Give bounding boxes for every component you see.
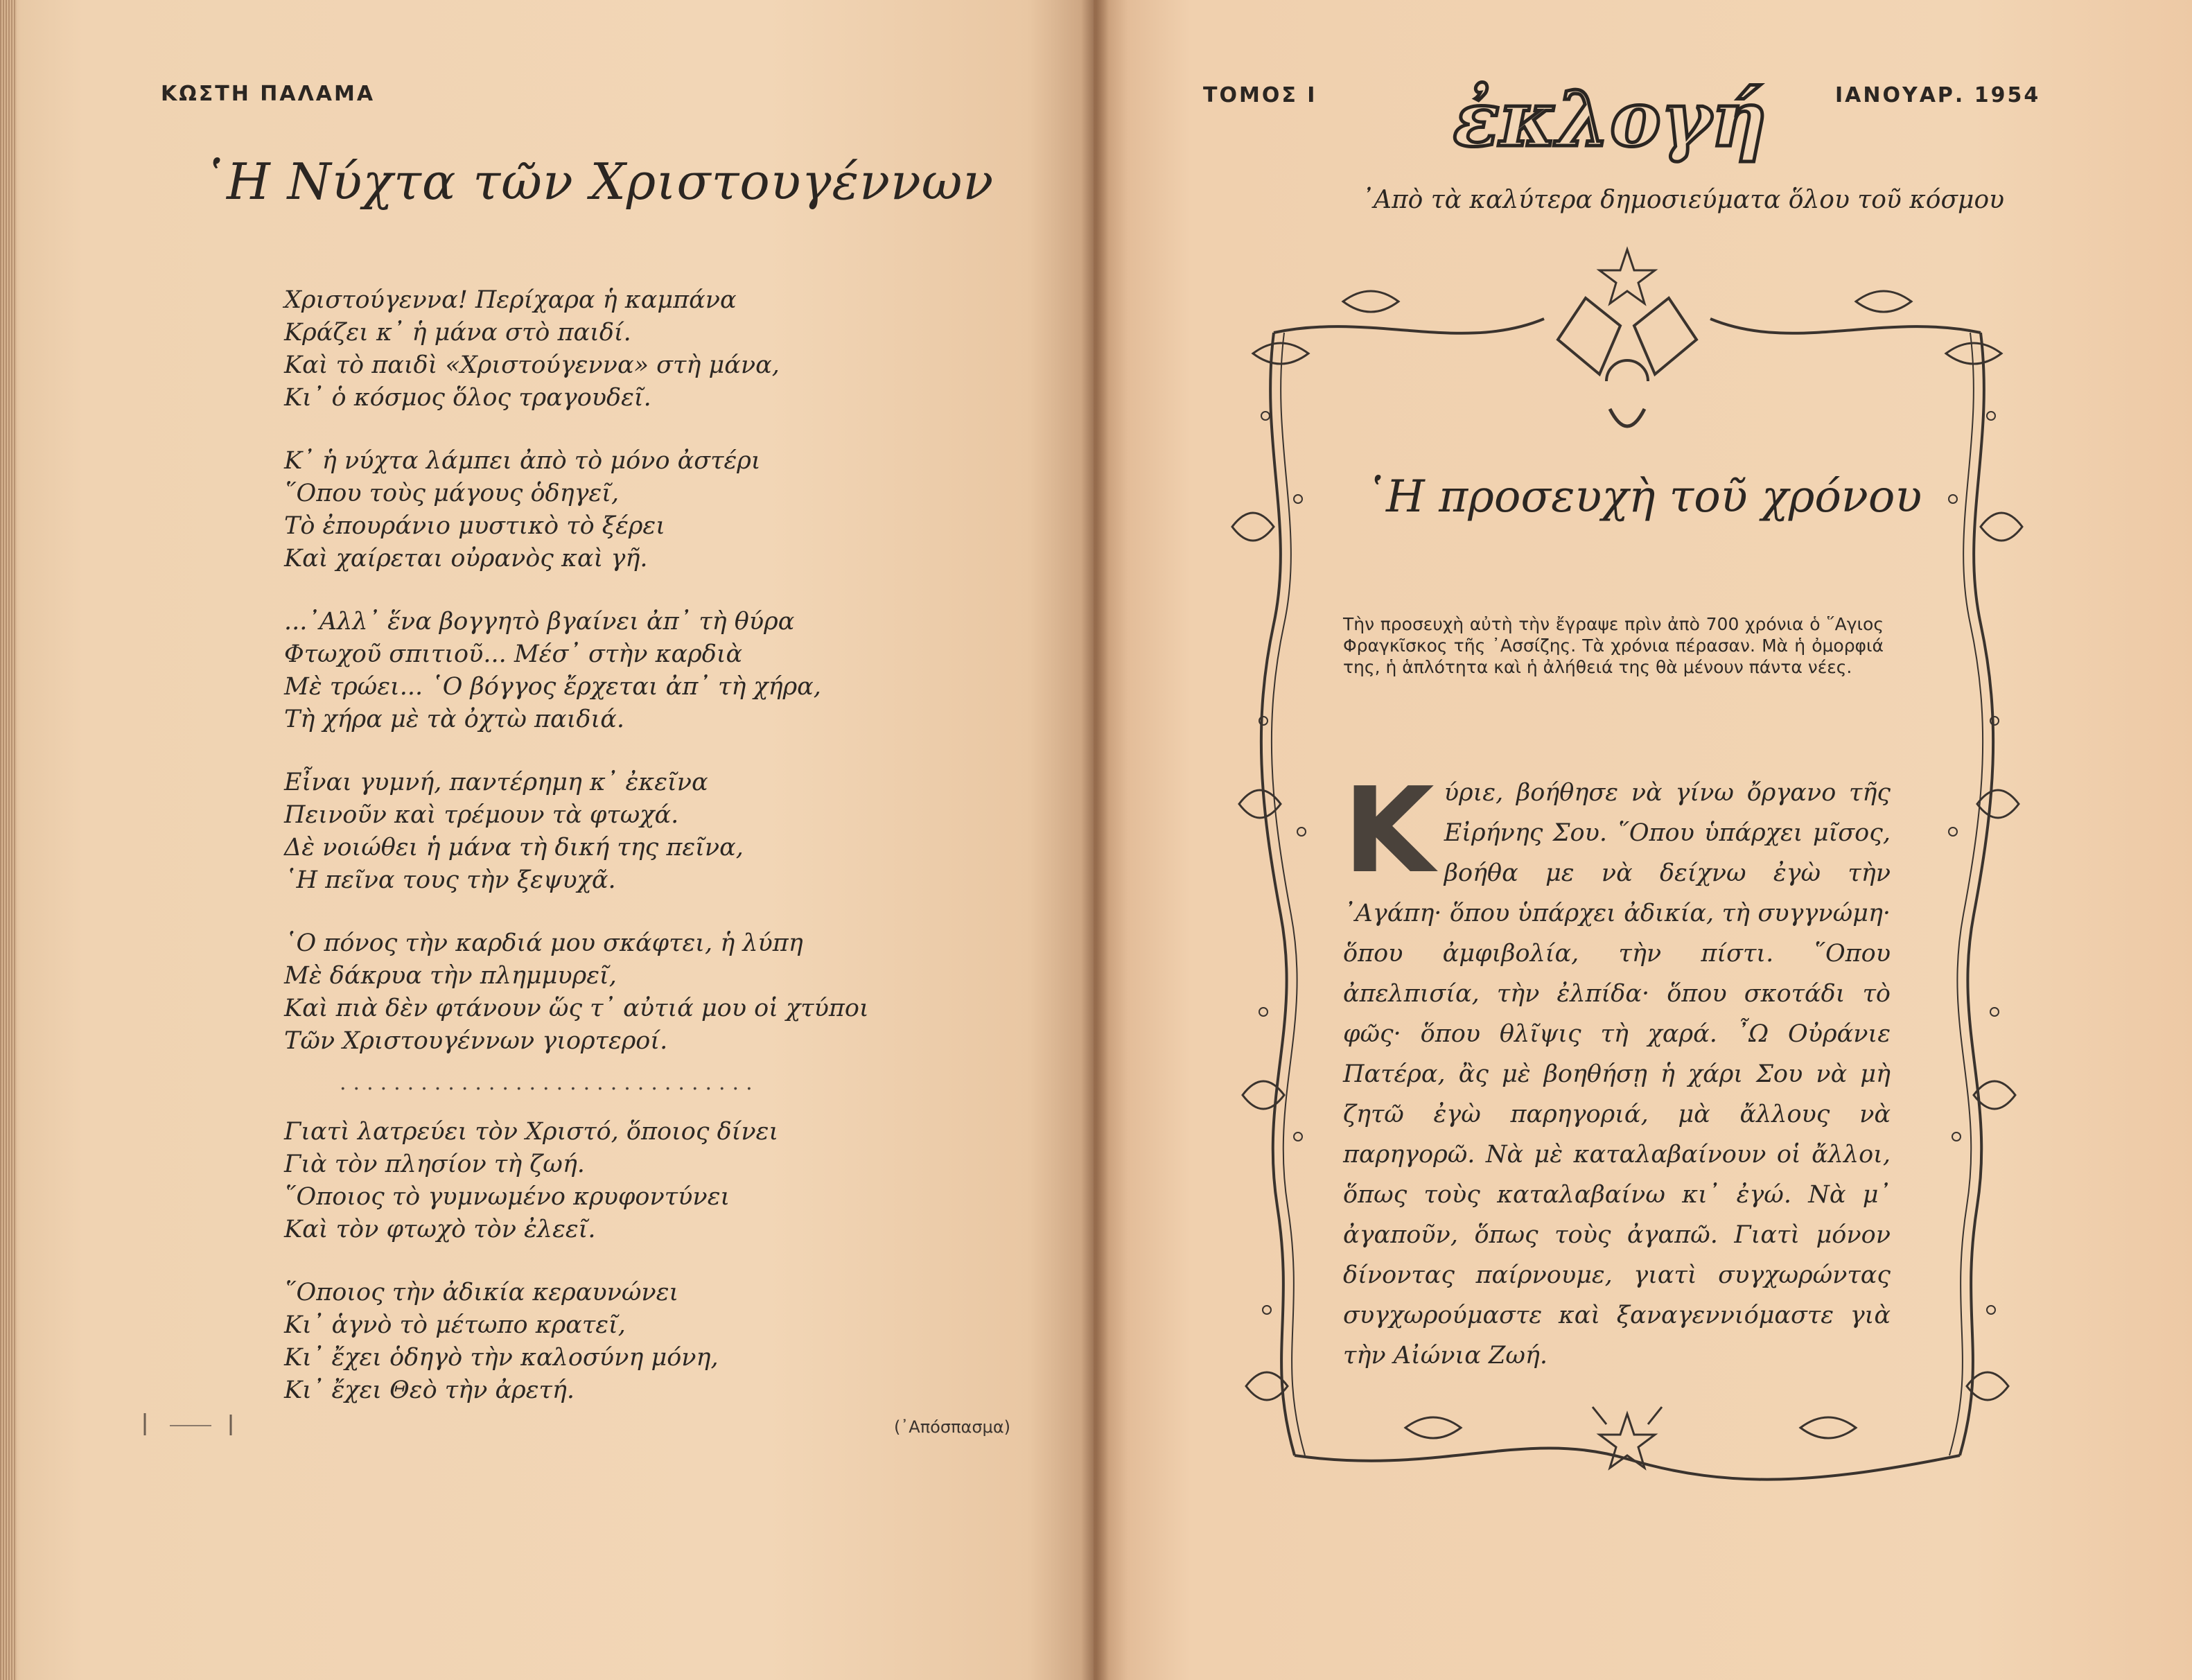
issue-date: ΙΑΝΟΥΑΡ. 1954 [1835,83,2041,107]
poem-line: ῞Οπου τοὺς μάγους ὁδηγεῖ, [284,480,620,507]
poem-line: Πεινοῦν καὶ τρέμουν τὰ φτωχά. [284,801,679,829]
poem-line: Κι᾽ ὁ κόσμος ὅλος τραγουδεῖ. [284,384,651,412]
stanza-separator: ............................... [340,1071,760,1095]
volume-label: ΤΟΜΟΣ Ι [1203,83,1317,107]
poem-line: ῞Οποιος τὸ γυμνωμένο κρυφοντύνει [284,1183,730,1211]
drop-cap: Κ [1343,762,1435,900]
bells-ornament [1558,298,1696,381]
poem-line: ῾Η πεῖνα τους τὴν ξεψυχᾶ. [284,866,616,894]
book-spine [1081,0,1109,1680]
stanza [284,1116,778,1246]
article-intro: Τὴν προσευχὴ αὐτὴ τὴν ἔγραψε πρὶν ἀπὸ 700 χρόνια ὁ ῞Αγιος Φραγκῖσκος τῆς ᾽Ασσίζης. Τὰ χρόνια πέρασαν. Μὰ ἡ ὀμορφιά της, ἡ ἁπλότητα καὶ ἡ ἀλήθειά της θὰ μένουν πάντα νέες. [1343,614,1884,677]
poem-line: ῞Οποιος τὴν ἀδικία κεραυνώνει [284,1279,679,1306]
stanza [284,1277,778,1407]
poem-line: Καὶ πιὰ δὲν φτάνουν ὥς τ᾽ αὐτιά μου οἱ χτύποι [284,995,869,1022]
poem-line: Καὶ τὸ παιδὶ «Χριστούγεννα» στὴ μάνα, [284,351,780,379]
poem-line: Δὲ νοιώθει ἡ μάνα τὴ δική της πεῖνα, [284,834,744,861]
poem-line: Κράζει κ᾽ ἡ μάνα στὸ παιδί. [284,319,631,347]
stanza [284,606,869,736]
poem-line: ...᾽Αλλ᾽ ἕνα βογγητὸ βγαίνει ἀπ᾽ τὴ θύρα [284,608,795,636]
page-edge [0,0,17,1680]
poem-line: Τὴ χήρα μὲ τὰ ὀχτὼ παιδιά. [284,706,624,733]
right-page [1094,0,2192,1680]
poem-part-2 [284,1116,778,1437]
poem-line: ῾Ο πόνος τὴν καρδιά μου σκάφτει, ἡ λύπη [284,929,803,957]
margin-marks [142,1410,239,1438]
poem-line: Κι᾽ ἁγνὸ τὸ μέτωπο κρατεῖ, [284,1311,626,1339]
poem-line: Φτωχοῦ σπιτιοῦ... Μέσ᾽ στὴν καρδιὰ [284,640,743,668]
prayer-body: ύριε, βοήθησε νὰ γίνω ὄργανο τῆς Εἰρήνης Σου. ῞Οπου ὑπάρχει μῖσος, βοήθα με νὰ δείχνω ἐγὼ τὴν ᾽Αγάπη· ὅπου ὑπάρχει ἀδικία, τὴ συγγνώμη· ὅπου ἀμφιβολία, τὴν πίστι. ῞Οπου ἀπελπισία, τὴν ἐλπίδα· ὅπου σκοτάδι τὸ φῶς· ὅπου θλῖψις τὴ χαρά. ῏Ω Οὐράνιε Πατέρα, ἂς μὲ βοηθήσῃ ἡ χάρι Σου νὰ μὴ ζητῶ ἐγὼ παρηγοριά, μὰ ἄλλους νὰ παρηγορῶ. Νὰ μὲ καταλαβαίνουν οἱ ἄλλοι, ὅπως τοὺς καταλαβαίνω κι᾽ ἐγώ. Νὰ μ᾽ ἀγαποῦν, ὅπως τοὺς ἀγαπῶ. Γιατὶ μόνον δίνοντας παίρνουμε, γιατὶ συγχωρώντας συγχωρούμαστε καὶ ξαναγεννιόμαστε γιὰ τὴν Αἰώνια Ζωή. [1343,779,1891,1370]
prayer-text [1343,762,1891,1376]
poem-part-1 [284,284,869,1088]
poem-line: Γιὰ τὸν πλησίον τὴ ζωή. [284,1150,585,1178]
poem-line: Καὶ τὸν φτωχὸ τὸν ἐλεεῖ. [284,1216,596,1243]
left-page [0,0,1094,1680]
horseshoe-ornament [1610,409,1645,426]
poem-line: Μὲ τρώει... ῾Ο βόγγος ἔρχεται ἀπ᾽ τὴ χήρα, [284,673,821,701]
magazine-name: ἐκλογή [1453,74,1767,164]
excerpt-note: (᾽Απόσπασμα) [893,1417,1010,1437]
poem-line: Τὸ ἐπουράνιο μυστικὸ τὸ ξέρει [284,512,665,540]
poem-line: Κ᾽ ἡ νύχτα λάμπει ἀπὸ τὸ μόνο ἀστέρι [284,447,761,475]
article-title: ῾Η προσευχὴ τοῦ χρόνου [1364,471,1922,523]
left-running-head: ΚΩΣΤΗ ΠΑΛΑΜΑ [161,82,376,106]
tagline: ᾽Απὸ τὰ καλύτερα δημοσιεύματα ὅλου τοῦ κόσμου [1360,186,2005,214]
stanza [284,284,869,414]
poem-line: Κι᾽ ἔχει Θεὸ τὴν ἀρετή. [284,1376,575,1404]
stanza [284,767,869,897]
poem-line: Τῶν Χριστουγέννων γιορτεροί. [284,1027,668,1055]
poem-line: Κι᾽ ἔχει ὁδηγὸ τὴν καλοσύνη μόνη, [284,1344,719,1372]
stanza [284,927,869,1058]
poem-title: ῾Η Νύχτα τῶν Χριστουγέννων [201,152,994,211]
stanza [284,445,869,575]
poem-line: Γιατὶ λατρεύει τὸν Χριστό, ὅποιος δίνει [284,1118,779,1146]
poem-line: Καὶ χαίρεται οὐρανὸς καὶ γῆ. [284,545,648,572]
magazine-logo [1453,59,1767,177]
poem-line: Εἶναι γυμνή, παντέρημη κ᾽ ἐκεῖνα [284,769,708,796]
poem-line: Χριστούγεννα! Περίχαρα ἡ καμπάνα [284,286,737,314]
poem-line: Μὲ δάκρυα τὴν πλημμυρεῖ, [284,962,617,990]
